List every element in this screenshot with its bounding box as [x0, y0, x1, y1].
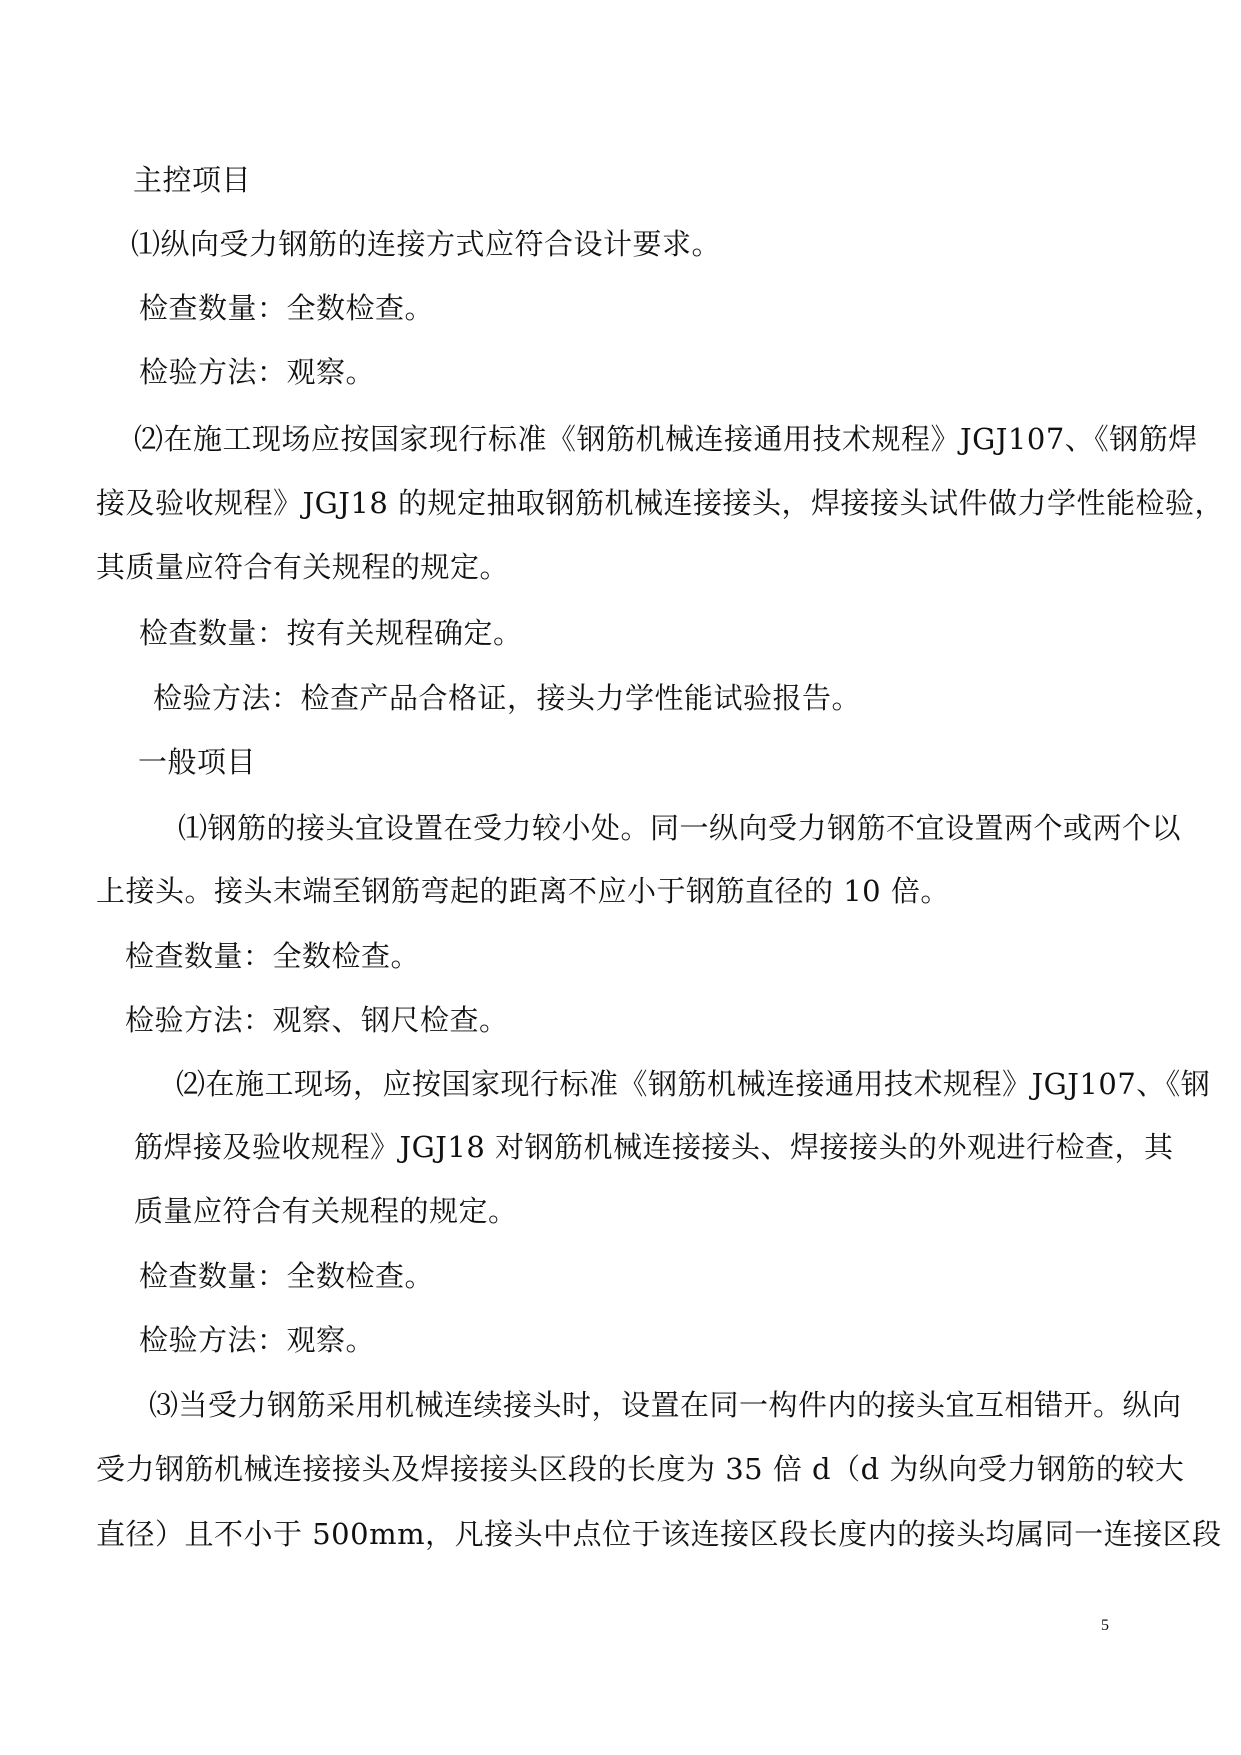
inspection-quantity: 检查数量：全数检查。: [125, 939, 421, 973]
general-clause-3-line-3: 直径）且不小于 500mm，凡接头中点位于该连接区段长度内的接头均属同一连接区段: [96, 1517, 1222, 1551]
section-heading-main-control: 主控项目: [133, 163, 252, 197]
general-clause-2-line-2: 筋焊接及验收规程》JGJ18 对钢筋机械连接接头、焊接接头的外观进行检查，其: [134, 1130, 1174, 1164]
inspection-method: 检验方法：观察、钢尺检查。: [125, 1003, 509, 1037]
clause-2-line-3: 其质量应符合有关规程的规定。: [96, 550, 510, 584]
general-clause-2-line-1: ⑵在施工现场，应按国家现行标准《钢筋机械连接通用技术规程》JGJ107、《钢: [176, 1067, 1211, 1101]
section-heading-general: 一般项目: [138, 745, 257, 779]
clause-2-line-2: 接及验收规程》JGJ18 的规定抽取钢筋机械连接接头，焊接接头试件做力学性能检验，: [96, 486, 1225, 520]
general-clause-3-line-2: 受力钢筋机械连接接头及焊接接头区段的长度为 35 倍 d（d 为纵向受力钢筋的较大: [96, 1452, 1185, 1486]
general-clause-1-line-1: ⑴钢筋的接头宜设置在受力较小处。同一纵向受力钢筋不宜设置两个或两个以: [178, 811, 1182, 845]
inspection-method: 检验方法：观察。: [139, 355, 376, 389]
inspection-method: 检验方法：观察。: [139, 1323, 376, 1357]
clause-2-line-1: ⑵在施工现场应按国家现行标准《钢筋机械连接通用技术规程》JGJ107、《钢筋焊: [134, 422, 1198, 456]
general-clause-3-line-1: ⑶当受力钢筋采用机械连续接头时，设置在同一构件内的接头宜互相错开。纵向: [149, 1388, 1182, 1422]
inspection-quantity: 检查数量：全数检查。: [139, 291, 435, 325]
general-clause-2-line-3: 质量应符合有关规程的规定。: [134, 1194, 518, 1228]
general-clause-1-line-2: 上接头。接头末端至钢筋弯起的距离不应小于钢筋直径的 10 倍。: [96, 874, 950, 908]
page-number: 5: [1101, 1617, 1109, 1634]
clause-1-line-1: ⑴纵向受力钢筋的连接方式应符合设计要求。: [131, 227, 722, 261]
inspection-quantity: 检查数量：全数检查。: [139, 1259, 435, 1293]
inspection-method: 检验方法：检查产品合格证，接头力学性能试验报告。: [153, 681, 862, 715]
inspection-quantity: 检查数量：按有关规程确定。: [139, 616, 523, 650]
